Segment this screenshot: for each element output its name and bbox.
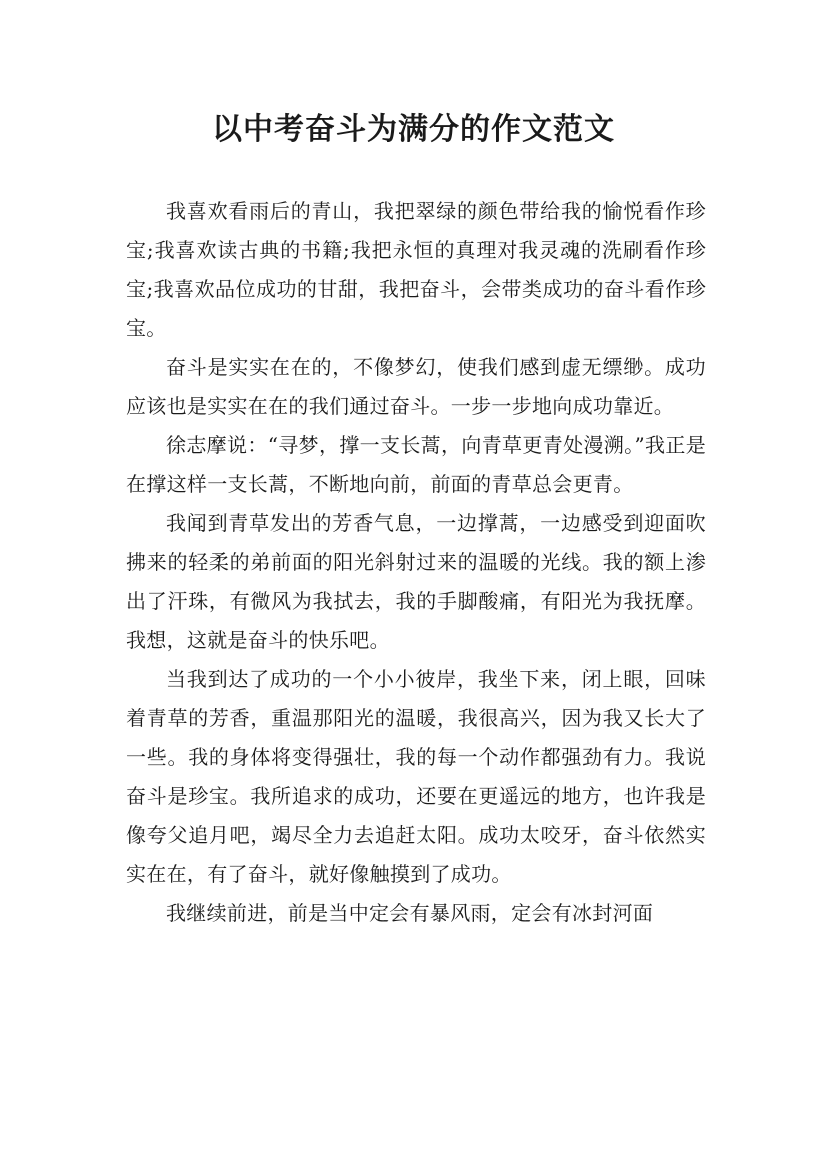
paragraph: 徐志摩说：“寻梦，撑一支长蒿，向青草更青处漫溯。”我正是在撑这样一支长蒿，不断地向前，前面的青草总会更青。 [126,433,706,496]
paragraph: 我喜欢看雨后的青山，我把翠绿的颜色带给我的愉悦看作珍宝;我喜欢读古典的书籍;我把永恒的真理对我灵魂的洗刷看作珍宝;我喜欢品位成功的甘甜，我把奋斗，会带类成功的奋斗看作珍宝。 [126,199,706,340]
paragraph: 奋斗是实实在在的，不像梦幻，使我们感到虚无缥缈。成功应该也是实实在在的我们通过奋斗。一步一步地向成功靠近。 [126,355,706,418]
paragraph: 我继续前进，前是当中定会有暴风雨，定会有冰封河面 [166,901,654,925]
document-body [126,192,706,933]
paragraph: 当我到达了成功的一个小小彼岸，我坐下来，闭上眼，回味着青草的芳香，重温那阳光的温暖，我很高兴，因为我又长大了一些。我的身体将变得强壮，我的每一个动作都强劲有力。我说奋斗是珍宝。我所追求的成功，还要在更遥远的地方，也许我是像夸父追月吧，竭尽全力去追赶太阳。成功太咬牙，奋斗依然实实在在，有了奋斗，就好像触摸到了成功。 [126,667,706,886]
document-title: 以中考奋斗为满分的作文范文 [212,112,615,147]
paragraph: 我闻到青草发出的芳香气息，一边撑蒿，一边感受到迎面吹拂来的轻柔的弟前面的阳光斜射过来的温暖的光线。我的额上渗出了汗珠，有微风为我拭去，我的手脚酸痛，有阳光为我抚摩。我想，这就是奋斗的快乐吧。 [126,511,706,652]
